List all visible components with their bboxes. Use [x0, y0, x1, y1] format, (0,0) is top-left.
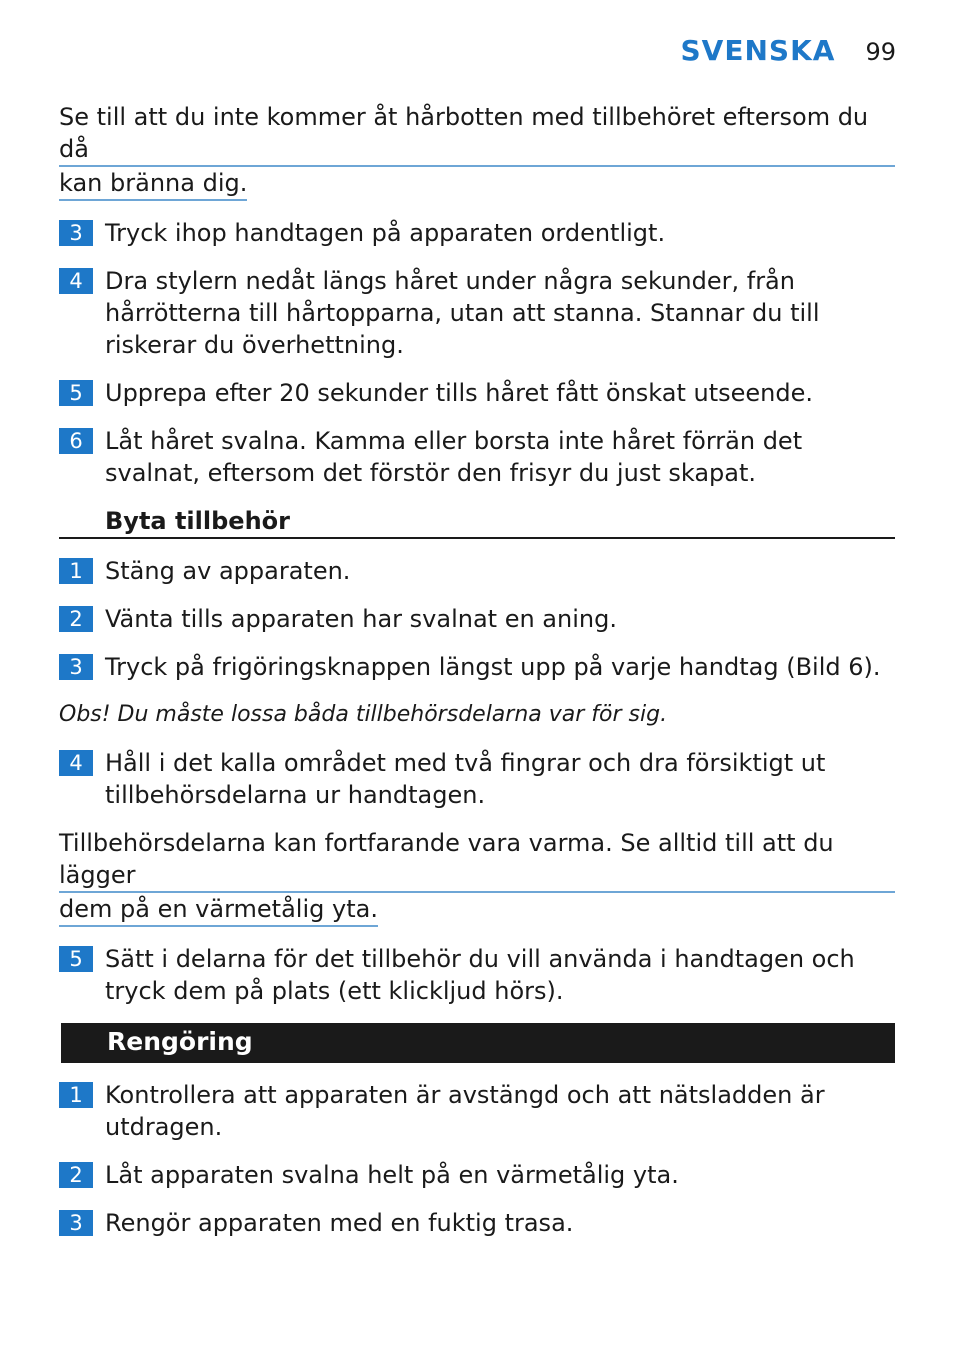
step-number: 2: [59, 606, 93, 632]
step-number: 3: [59, 1210, 93, 1236]
step-number: 3: [59, 220, 93, 246]
warning-line: Tillbehörsdelarna kan fortfarande vara varma. Se alltid till att du lägger: [59, 827, 895, 893]
subsection-heading: Byta tillbehör: [59, 505, 895, 539]
step-text: Upprepa efter 20 sekunder tills håret fått önskat utseende.: [105, 379, 814, 407]
warning-line: dem på en värmetålig yta.: [59, 893, 378, 927]
step-item: [59, 943, 895, 1007]
step-text: Stäng av apparaten.: [105, 557, 351, 585]
step-item: [59, 1079, 895, 1143]
step-item: [59, 265, 895, 361]
step-number: 4: [59, 750, 93, 776]
step-text: Låt apparaten svalna helt på en värmetålig yta.: [105, 1161, 679, 1189]
step-number: 1: [59, 558, 93, 584]
step-number: 3: [59, 654, 93, 680]
page-content: [59, 101, 895, 1255]
language-label: SVENSKA: [680, 34, 836, 67]
step-item: [59, 747, 895, 811]
step-text: Vänta tills apparaten har svalnat en aning.: [105, 605, 617, 633]
warning-line: kan bränna dig.: [59, 167, 247, 201]
step-item: [59, 377, 895, 409]
step-text: Tryck på frigöringsknappen längst upp på varje handtag (Bild 6).: [105, 653, 881, 681]
step-text: Låt håret svalna. Kamma eller borsta inte håret förrän det svalnat, eftersom det förstör den frisyr du just skapat.: [105, 427, 803, 487]
step-text: Dra stylern nedåt längs håret under några sekunder, från hårrötterna till hårtopparna, utan att stanna. Stannar du till riskerar du överhettning.: [105, 267, 820, 359]
warning-line: Se till att du inte kommer åt hårbotten med tillbehöret eftersom du då: [59, 101, 895, 167]
step-number: 5: [59, 380, 93, 406]
step-text: Kontrollera att apparaten är avstängd och att nätsladden är utdragen.: [105, 1081, 825, 1141]
step-item: [59, 425, 895, 489]
step-number: 6: [59, 428, 93, 454]
step-text: Rengör apparaten med en fuktig trasa.: [105, 1209, 574, 1237]
step-item: [59, 217, 895, 249]
step-item: [59, 603, 895, 635]
step-number: 1: [59, 1082, 93, 1108]
step-item: [59, 1207, 895, 1239]
step-text: Tryck ihop handtagen på apparaten ordentligt.: [105, 219, 666, 247]
page-number: 99: [865, 38, 896, 66]
step-item: [59, 1159, 895, 1191]
section-heading: Rengöring: [61, 1023, 895, 1063]
note-text: Obs! Du måste lossa båda tillbehörsdelarna var för sig.: [59, 702, 668, 727]
step-number: 5: [59, 946, 93, 972]
warning-note: [59, 827, 895, 927]
step-number: 4: [59, 268, 93, 294]
step-text: Sätt i delarna för det tillbehör du vill använda i handtagen och tryck dem på plats (ett klickljud hörs).: [105, 945, 855, 1005]
warning-note: [59, 101, 895, 201]
step-text: Håll i det kalla området med två fingrar och dra försiktigt ut tillbehörsdelarna ur handtagen.: [105, 749, 826, 809]
page-header: [681, 34, 896, 67]
step-item: [59, 651, 895, 683]
step-item: [59, 555, 895, 587]
step-number: 2: [59, 1162, 93, 1188]
